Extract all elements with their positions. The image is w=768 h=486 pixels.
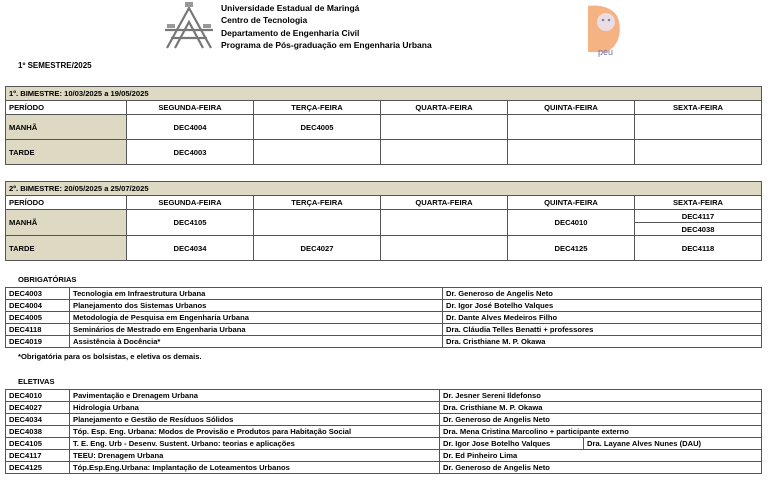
bimester2-title: 2º. BIMESTRE: 20/05/2025 a 25/07/2025 (6, 182, 762, 196)
course-name: Seminários de Mestrado em Engenharia Urbana (70, 324, 443, 336)
course-code: DEC4019 (6, 336, 70, 348)
course-professor: Dr. Ed Pinheiro Lima (440, 450, 762, 462)
course-code: DEC4003 (6, 288, 70, 300)
slot-cell: DEC4004 (127, 115, 254, 140)
course-name: Metodologia de Pesquisa em Engenharia Urbana (70, 312, 443, 324)
slot-cell (381, 236, 508, 261)
period-manha: MANHÃ (6, 115, 127, 140)
course-code: DEC4005 (6, 312, 70, 324)
course-professor: Dr. Igor Jose Botelho Valques (440, 438, 584, 450)
table-row (6, 462, 762, 474)
slot-cell (635, 140, 762, 165)
course-name: Planejamento e Gestão de Resíduos Sólidos (70, 414, 440, 426)
header-segunda: SEGUNDA-FEIRA (127, 101, 254, 115)
course-code: DEC4118 (6, 324, 70, 336)
course-professor: Dra. Cristhiane M. P. Okawa (440, 402, 762, 414)
slot-cell: DEC4034 (127, 236, 254, 261)
course-code: DEC4038 (6, 426, 70, 438)
slot-cell: DEC4105 (127, 210, 254, 236)
course-professor-secondary: Dra. Layane Alves Nunes (DAU) (584, 438, 762, 450)
table-row (6, 300, 762, 312)
course-code: DEC4010 (6, 390, 70, 402)
slot-cell (381, 115, 508, 140)
slot-cell: DEC4010 (508, 210, 635, 236)
table-row (6, 414, 762, 426)
course-code: DEC4105 (6, 438, 70, 450)
course-code: DEC4117 (6, 450, 70, 462)
course-professor: Dr. Generoso de Angelis Neto (440, 414, 762, 426)
eletivas-title: ELETIVAS (18, 377, 55, 386)
slot-cell: DEC4005 (254, 115, 381, 140)
table-row (6, 324, 762, 336)
slot-cell: DEC4027 (254, 236, 381, 261)
course-name: Pavimentação e Drenagem Urbana (70, 390, 440, 402)
slot-cell (508, 140, 635, 165)
slot-cell (254, 210, 381, 236)
course-professor: Dra. Mena Cristina Marcolino + participante externo (440, 426, 762, 438)
table-row (6, 312, 762, 324)
peu-logo (580, 2, 626, 58)
course-professor: Dra. Cristhiane M. P. Okawa (443, 336, 762, 348)
slot-cell (254, 140, 381, 165)
header-quinta: QUINTA-FEIRA (508, 196, 635, 210)
header-periodo: PERÍODO (6, 101, 127, 115)
slot-cell: DEC4125 (508, 236, 635, 261)
header-quinta: QUINTA-FEIRA (508, 101, 635, 115)
period-tarde: TARDE (6, 140, 127, 165)
obrigatorias-table (5, 287, 762, 348)
course-code: DEC4125 (6, 462, 70, 474)
header-quarta: QUARTA-FEIRA (381, 101, 508, 115)
course-code: DEC4004 (6, 300, 70, 312)
course-professor: Dr. Generoso de Angelis Neto (443, 288, 762, 300)
slot-cell (381, 140, 508, 165)
course-code: DEC4027 (6, 402, 70, 414)
slot-cell (508, 115, 635, 140)
slot-cell: DEC4003 (127, 140, 254, 165)
header-sexta: SEXTA-FEIRA (635, 196, 762, 210)
institution-header (221, 2, 432, 52)
peu-logo-text: peu (598, 47, 614, 57)
table-row (6, 336, 762, 348)
bimester1-table (5, 86, 762, 165)
uem-logo (163, 0, 215, 52)
header-quarta: QUARTA-FEIRA (381, 196, 508, 210)
obrigatorias-title: OBRIGATÓRIAS (18, 275, 77, 284)
bimester2-table (5, 181, 762, 261)
course-name: Tóp.Esp.Eng.Urbana: Implantação de Loteamentos Urbanos (70, 462, 440, 474)
course-code: DEC4034 (6, 414, 70, 426)
course-professor: Dr. Igor José Botelho Valques (443, 300, 762, 312)
header-line-program: Programa de Pós-graduação em Engenharia Urbana (221, 40, 432, 51)
course-professor: Dr. Jesner Sereni Ildefonso (440, 390, 762, 402)
table-row (6, 426, 762, 438)
slot-cell (381, 210, 508, 236)
period-tarde: TARDE (6, 236, 127, 261)
header-terca: TERÇA-FEIRA (254, 101, 381, 115)
eletivas-table (5, 389, 762, 474)
course-name: T. E. Eng. Urb - Desenv. Sustent. Urbano: teorias e aplicações (70, 438, 440, 450)
header-line-center: Centro de Tecnologia (221, 15, 308, 26)
course-name: Tóp. Esp. Eng. Urbana: Modos de Provisão e Produtos para Habitação Social (70, 426, 440, 438)
header-line-department: Departamento de Engenharia Civil (221, 27, 360, 38)
course-professor: Dra. Cláudia Telles Benatti + professores (443, 324, 762, 336)
slot-cell (635, 115, 762, 140)
header-line-university: Universidade Estadual de Maringá (221, 3, 360, 13)
header-terca: TERÇA-FEIRA (254, 196, 381, 210)
bimester1-title: 1º. BIMESTRE: 10/03/2025 a 19/05/2025 (6, 87, 762, 101)
slot-cell: DEC4117 (635, 210, 762, 223)
table-row (6, 288, 762, 300)
course-professor: Dr. Dante Alves Medeiros Filho (443, 312, 762, 324)
header-segunda: SEGUNDA-FEIRA (127, 196, 254, 210)
course-name: Assistência à Docência* (70, 336, 443, 348)
semester-label: 1º SEMESTRE/2025 (18, 61, 92, 70)
course-name: TEEU: Drenagem Urbana (70, 450, 440, 462)
header-sexta: SEXTA-FEIRA (635, 101, 762, 115)
slot-cell: DEC4118 (635, 236, 762, 261)
course-name: Hidrologia Urbana (70, 402, 440, 414)
table-row (6, 390, 762, 402)
footnote: *Obrigatória para os bolsistas, e eletiva os demais. (18, 352, 202, 361)
table-row (6, 402, 762, 414)
course-name: Planejamento dos Sistemas Urbanos (70, 300, 443, 312)
slot-cell: DEC4038 (635, 223, 762, 236)
period-manha: MANHÃ (6, 210, 127, 236)
header-periodo: PERÍODO (6, 196, 127, 210)
course-name: Tecnologia em Infraestrutura Urbana (70, 288, 443, 300)
table-row (6, 450, 762, 462)
course-professor: Dr. Generoso de Angelis Neto (440, 462, 762, 474)
table-row (6, 438, 762, 450)
